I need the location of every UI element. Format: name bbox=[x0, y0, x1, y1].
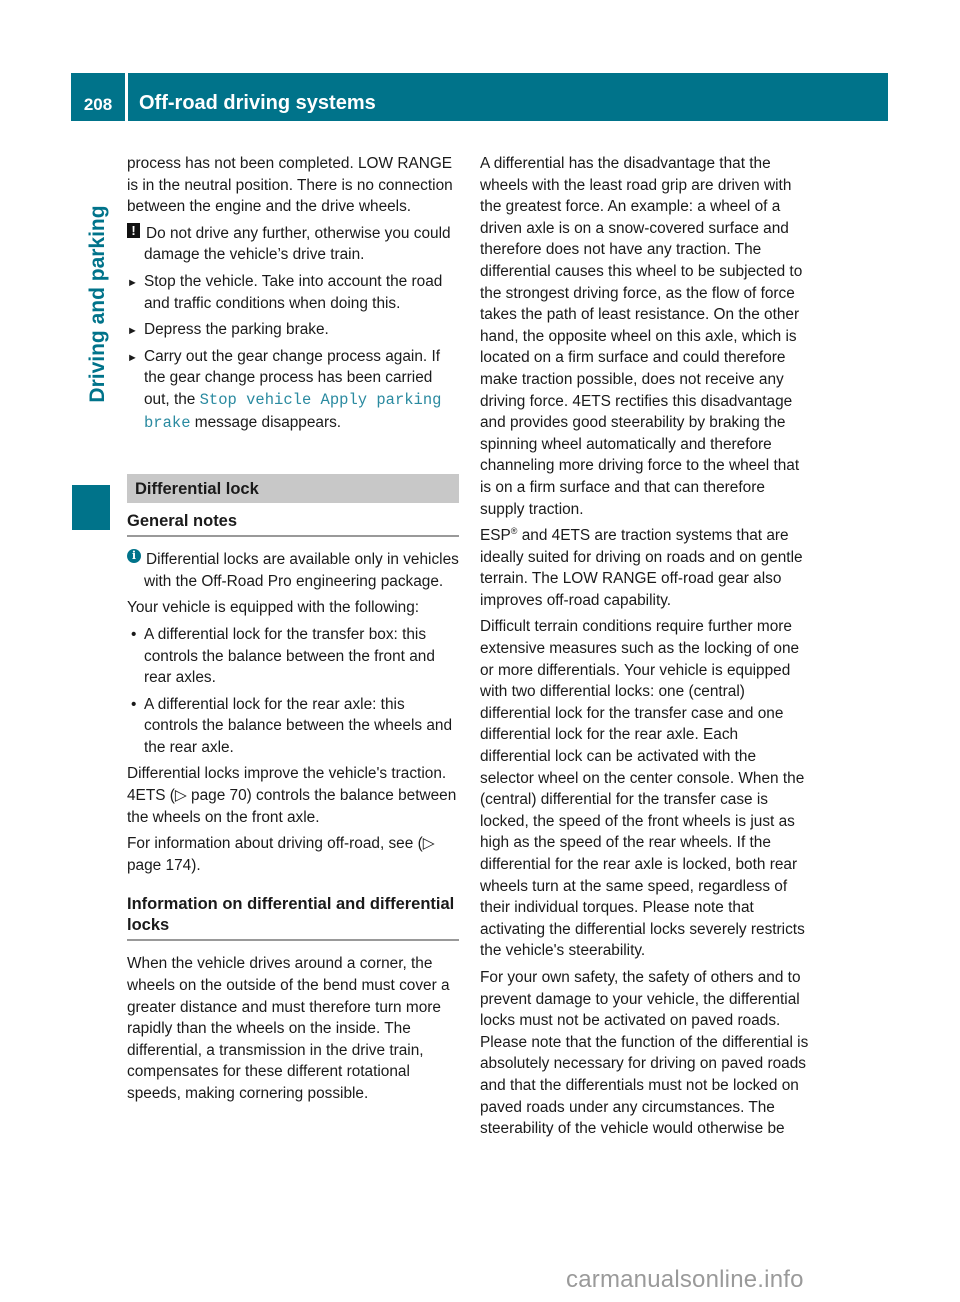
disadvantage-paragraph: A differential has the disadvantage that the wheels with the least road grip are driven with the greatest force. An example: a wheel of a driven axle is on a snow-covered surface and therefore does not have any traction. The differential causes this wheel to be subjected to the strongest driving force, as the flow of force takes the path of least resistance. On the other hand, the opposite wheel on this axle, which is located on a firm surface and could therefore make traction possible, does not receive any driving force. 4ETS rectifies this disadvantage and provides good steerability by braking the spinning wheel automatically and therefore channeling more driving force to the wheel that is on a firm surface and that can therefore supply traction. bbox=[480, 155, 803, 518]
step-text: Carry out the gear change process again. If the gear change process has been carried out, the bbox=[144, 347, 441, 408]
side-tab-marker bbox=[72, 485, 110, 530]
warning-text: Do not drive any further, otherwise you could damage the vehicle’s drive train. bbox=[144, 224, 451, 264]
text: For information about driving off-road, see ( bbox=[127, 835, 423, 853]
bullet-item bbox=[127, 624, 459, 689]
bullet-dot-icon: • bbox=[131, 625, 137, 643]
arrow-bullet-icon: ► bbox=[127, 276, 138, 289]
chapter-title: Off-road driving systems bbox=[128, 73, 888, 121]
safety-paragraph: For your own safety, the safety of others and to prevent damage to your vehicle, the differential locks must not be activated on paved roads. Please note that the function of the differential is absolutely necessary for driving on paved roads and that the differentials must not be locked on paved roads under any circumstances. The steerability of the vehicle would otherwise be bbox=[480, 968, 809, 1138]
traction-paragraph bbox=[127, 763, 459, 828]
info-text: Differential locks are available only in vehicles with the Off-Road Pro engineering package. bbox=[144, 551, 459, 590]
registered-mark: ® bbox=[510, 525, 518, 536]
step-item bbox=[127, 346, 459, 434]
text: and 4ETS are traction systems that are ideally suited for driving on roads and on gentle terrain. The LOW RANGE off-road gear also improves off-road capability. bbox=[480, 527, 803, 609]
text: Differential locks improve the vehicle's traction. 4ETS ( bbox=[127, 765, 447, 805]
info-icon: i bbox=[127, 549, 141, 563]
info-note bbox=[127, 549, 459, 592]
page-reference-link[interactable]: ▷ page 70 bbox=[174, 787, 247, 805]
exclamation-icon: ! bbox=[127, 223, 140, 238]
step-item bbox=[127, 271, 459, 314]
bullet-text: A differential lock for the rear axle: this controls the balance between the wheels and the rear axle. bbox=[144, 695, 453, 756]
step-text: Stop the vehicle. Take into account the road and traffic conditions when doing this. bbox=[144, 272, 443, 312]
general-notes-heading: General notes bbox=[127, 511, 459, 537]
terrain-paragraph: Difficult terrain conditions require further more extensive measures such as the locking of one or more differentials. Your vehicle is equipped with two differential locks: one (central) differential lock for the transfer case and one differential lock for the rear axle. Each differential lock can be activated with the selector wheel on the center console. When the (central) differential for the transfer case is locked, the speed of the front wheels is just as high as the speed of the rear wheels. If the differential for the rear axle is locked, both rear wheels turn at the same speed, regardless of their individual torques. Please note that activating the differential locks severely restricts the vehicle's steerability. bbox=[480, 618, 805, 960]
bullet-item bbox=[127, 694, 459, 759]
right-column bbox=[480, 153, 812, 1145]
arrow-bullet-icon: ► bbox=[127, 351, 138, 364]
bullet-text: A differential lock for the transfer box: this controls the balance between the front and rear axles. bbox=[144, 625, 435, 687]
step-text-end: message disappears. bbox=[190, 413, 342, 431]
arrow-bullet-icon: ► bbox=[127, 325, 138, 338]
text: ). bbox=[191, 856, 201, 874]
side-tab bbox=[71, 128, 125, 480]
watermark: carmanualsonline.info bbox=[566, 1266, 804, 1293]
text: ) controls the balance between the wheels on the front axle. bbox=[127, 787, 457, 826]
left-column bbox=[127, 153, 459, 1110]
intro-paragraph: process has not been completed. LOW RANGE is in the neutral position. There is no connection between the engine and the drive wheels. bbox=[127, 155, 453, 216]
page-number bbox=[71, 73, 125, 121]
display-message: Stop vehicle Apply parking brake bbox=[144, 390, 442, 432]
cornering-paragraph: When the vehicle drives around a corner, the wheels on the outside of the bend must cover a greater distance and must therefore turn more rapidly than the wheels on the inside. The differential, a transmission in the drive train, compensates for these different rotational speeds, making cornering possible. bbox=[127, 955, 450, 1102]
side-tab-label: Driving and parking bbox=[86, 205, 109, 403]
page-reference-link[interactable]: ▷ page 174 bbox=[127, 835, 435, 874]
warning-note bbox=[127, 223, 459, 266]
text: ESP bbox=[480, 527, 511, 545]
step-text: Depress the parking brake. bbox=[144, 321, 329, 339]
bullet-dot-icon: • bbox=[131, 695, 137, 713]
esp-paragraph bbox=[480, 525, 812, 611]
equipped-intro: Your vehicle is equipped with the following: bbox=[127, 599, 420, 617]
section-title: Differential lock bbox=[127, 474, 459, 503]
step-item bbox=[127, 319, 459, 341]
page-number-text: 208 bbox=[83, 95, 113, 114]
info-heading: Information on differential and differential locks bbox=[127, 894, 459, 941]
offroad-paragraph bbox=[127, 833, 459, 876]
